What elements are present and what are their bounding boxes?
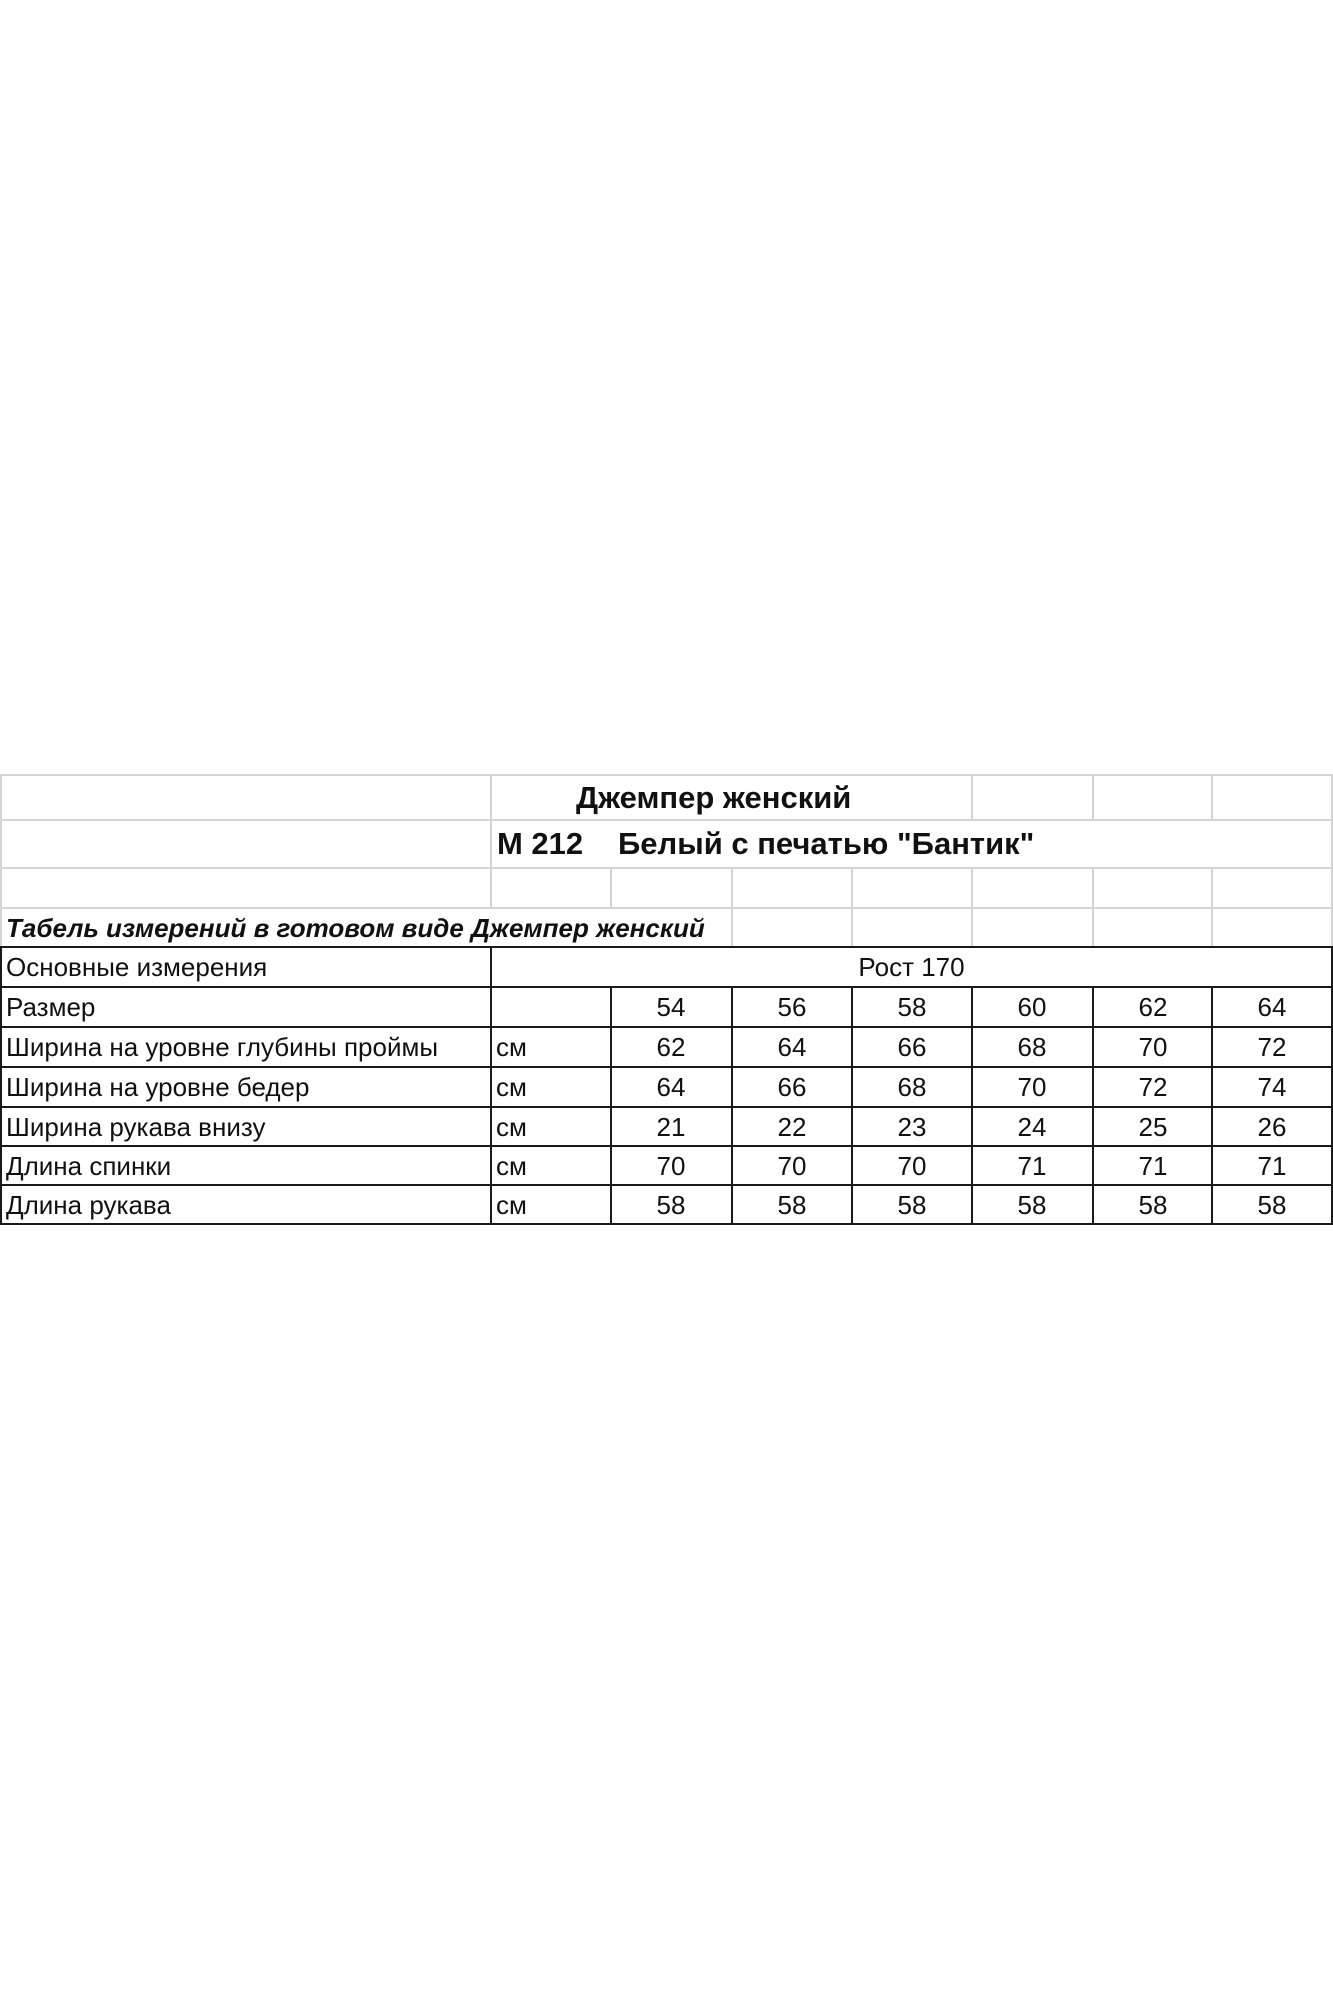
row-label: Ширина на уровне бедер — [6, 1072, 310, 1102]
row-label: Ширина рукава внизу — [6, 1112, 266, 1142]
value-cell: 64 — [777, 1032, 807, 1062]
value-cell: 58 — [897, 992, 927, 1022]
value-cell: 58 — [1138, 1190, 1168, 1220]
row-unit: см — [496, 1032, 527, 1062]
grid-line — [490, 774, 492, 907]
grid-line — [851, 867, 853, 947]
value-cell: 64 — [1257, 992, 1287, 1022]
value-cell: 24 — [1017, 1112, 1047, 1142]
table-caption: Табель измерений в готовом виде Джемпер женский — [6, 913, 705, 943]
row-unit: см — [496, 1112, 527, 1142]
value-cell: 64 — [656, 1072, 686, 1102]
grid-line — [0, 867, 1333, 869]
value-cell: 70 — [897, 1151, 927, 1181]
value-cell: 71 — [1138, 1151, 1168, 1181]
value-cell: 58 — [1017, 1190, 1047, 1220]
row-unit: см — [496, 1072, 527, 1102]
measurement-sheet — [0, 774, 1333, 1226]
label-column-header: Основные измерения — [6, 952, 268, 982]
grid-line — [1092, 867, 1094, 947]
value-cell: 71 — [1257, 1151, 1287, 1181]
value-cell: 58 — [777, 1190, 807, 1220]
table-border — [490, 946, 492, 1225]
value-cell: 70 — [777, 1151, 807, 1181]
value-cell: 70 — [656, 1151, 686, 1181]
grid-line — [0, 774, 1333, 776]
value-cell: 70 — [1138, 1032, 1168, 1062]
value-cell: 21 — [656, 1112, 686, 1142]
grid-line — [731, 867, 733, 947]
value-cell: 62 — [656, 1032, 686, 1062]
value-cell: 68 — [897, 1072, 927, 1102]
value-cell: 56 — [777, 992, 807, 1022]
row-unit: см — [496, 1190, 527, 1220]
value-cell: 71 — [1017, 1151, 1047, 1181]
value-cell: 25 — [1138, 1112, 1168, 1142]
grid-line — [0, 819, 1333, 821]
model-description: Белый с печатью "Бантик" — [618, 826, 1035, 861]
row-label: Ширина на уровне глубины проймы — [6, 1032, 439, 1062]
value-cell: 72 — [1138, 1072, 1168, 1102]
value-cell: 22 — [777, 1112, 807, 1142]
row-label: Длина рукава — [6, 1190, 171, 1220]
grid-line — [1092, 774, 1094, 819]
table-border — [0, 946, 2, 1225]
value-cell: 70 — [1017, 1072, 1047, 1102]
grid-line — [1211, 774, 1213, 819]
grid-line — [1211, 867, 1213, 947]
grid-line — [610, 867, 612, 907]
row-unit: см — [496, 1151, 527, 1181]
grid-line — [971, 867, 973, 947]
value-cell: 72 — [1257, 1032, 1287, 1062]
grid-line — [971, 774, 973, 819]
row-label: Размер — [6, 992, 96, 1022]
value-cell: 74 — [1257, 1072, 1287, 1102]
grid-line — [0, 774, 2, 947]
value-cell: 58 — [1257, 1190, 1287, 1220]
value-cell: 54 — [656, 992, 686, 1022]
value-cell: 26 — [1257, 1112, 1287, 1142]
model-number: М 212 — [497, 826, 584, 861]
sheet-title: Джемпер женский — [576, 780, 852, 815]
value-cell: 60 — [1017, 992, 1047, 1022]
value-cell: 58 — [656, 1190, 686, 1220]
height-header: Рост 170 — [858, 952, 965, 982]
row-label: Длина спинки — [6, 1151, 172, 1181]
value-cell: 62 — [1138, 992, 1168, 1022]
value-cell: 68 — [1017, 1032, 1047, 1062]
value-cell: 23 — [897, 1112, 927, 1142]
value-cell: 66 — [777, 1072, 807, 1102]
value-cell: 58 — [897, 1190, 927, 1220]
value-cell: 66 — [897, 1032, 927, 1062]
